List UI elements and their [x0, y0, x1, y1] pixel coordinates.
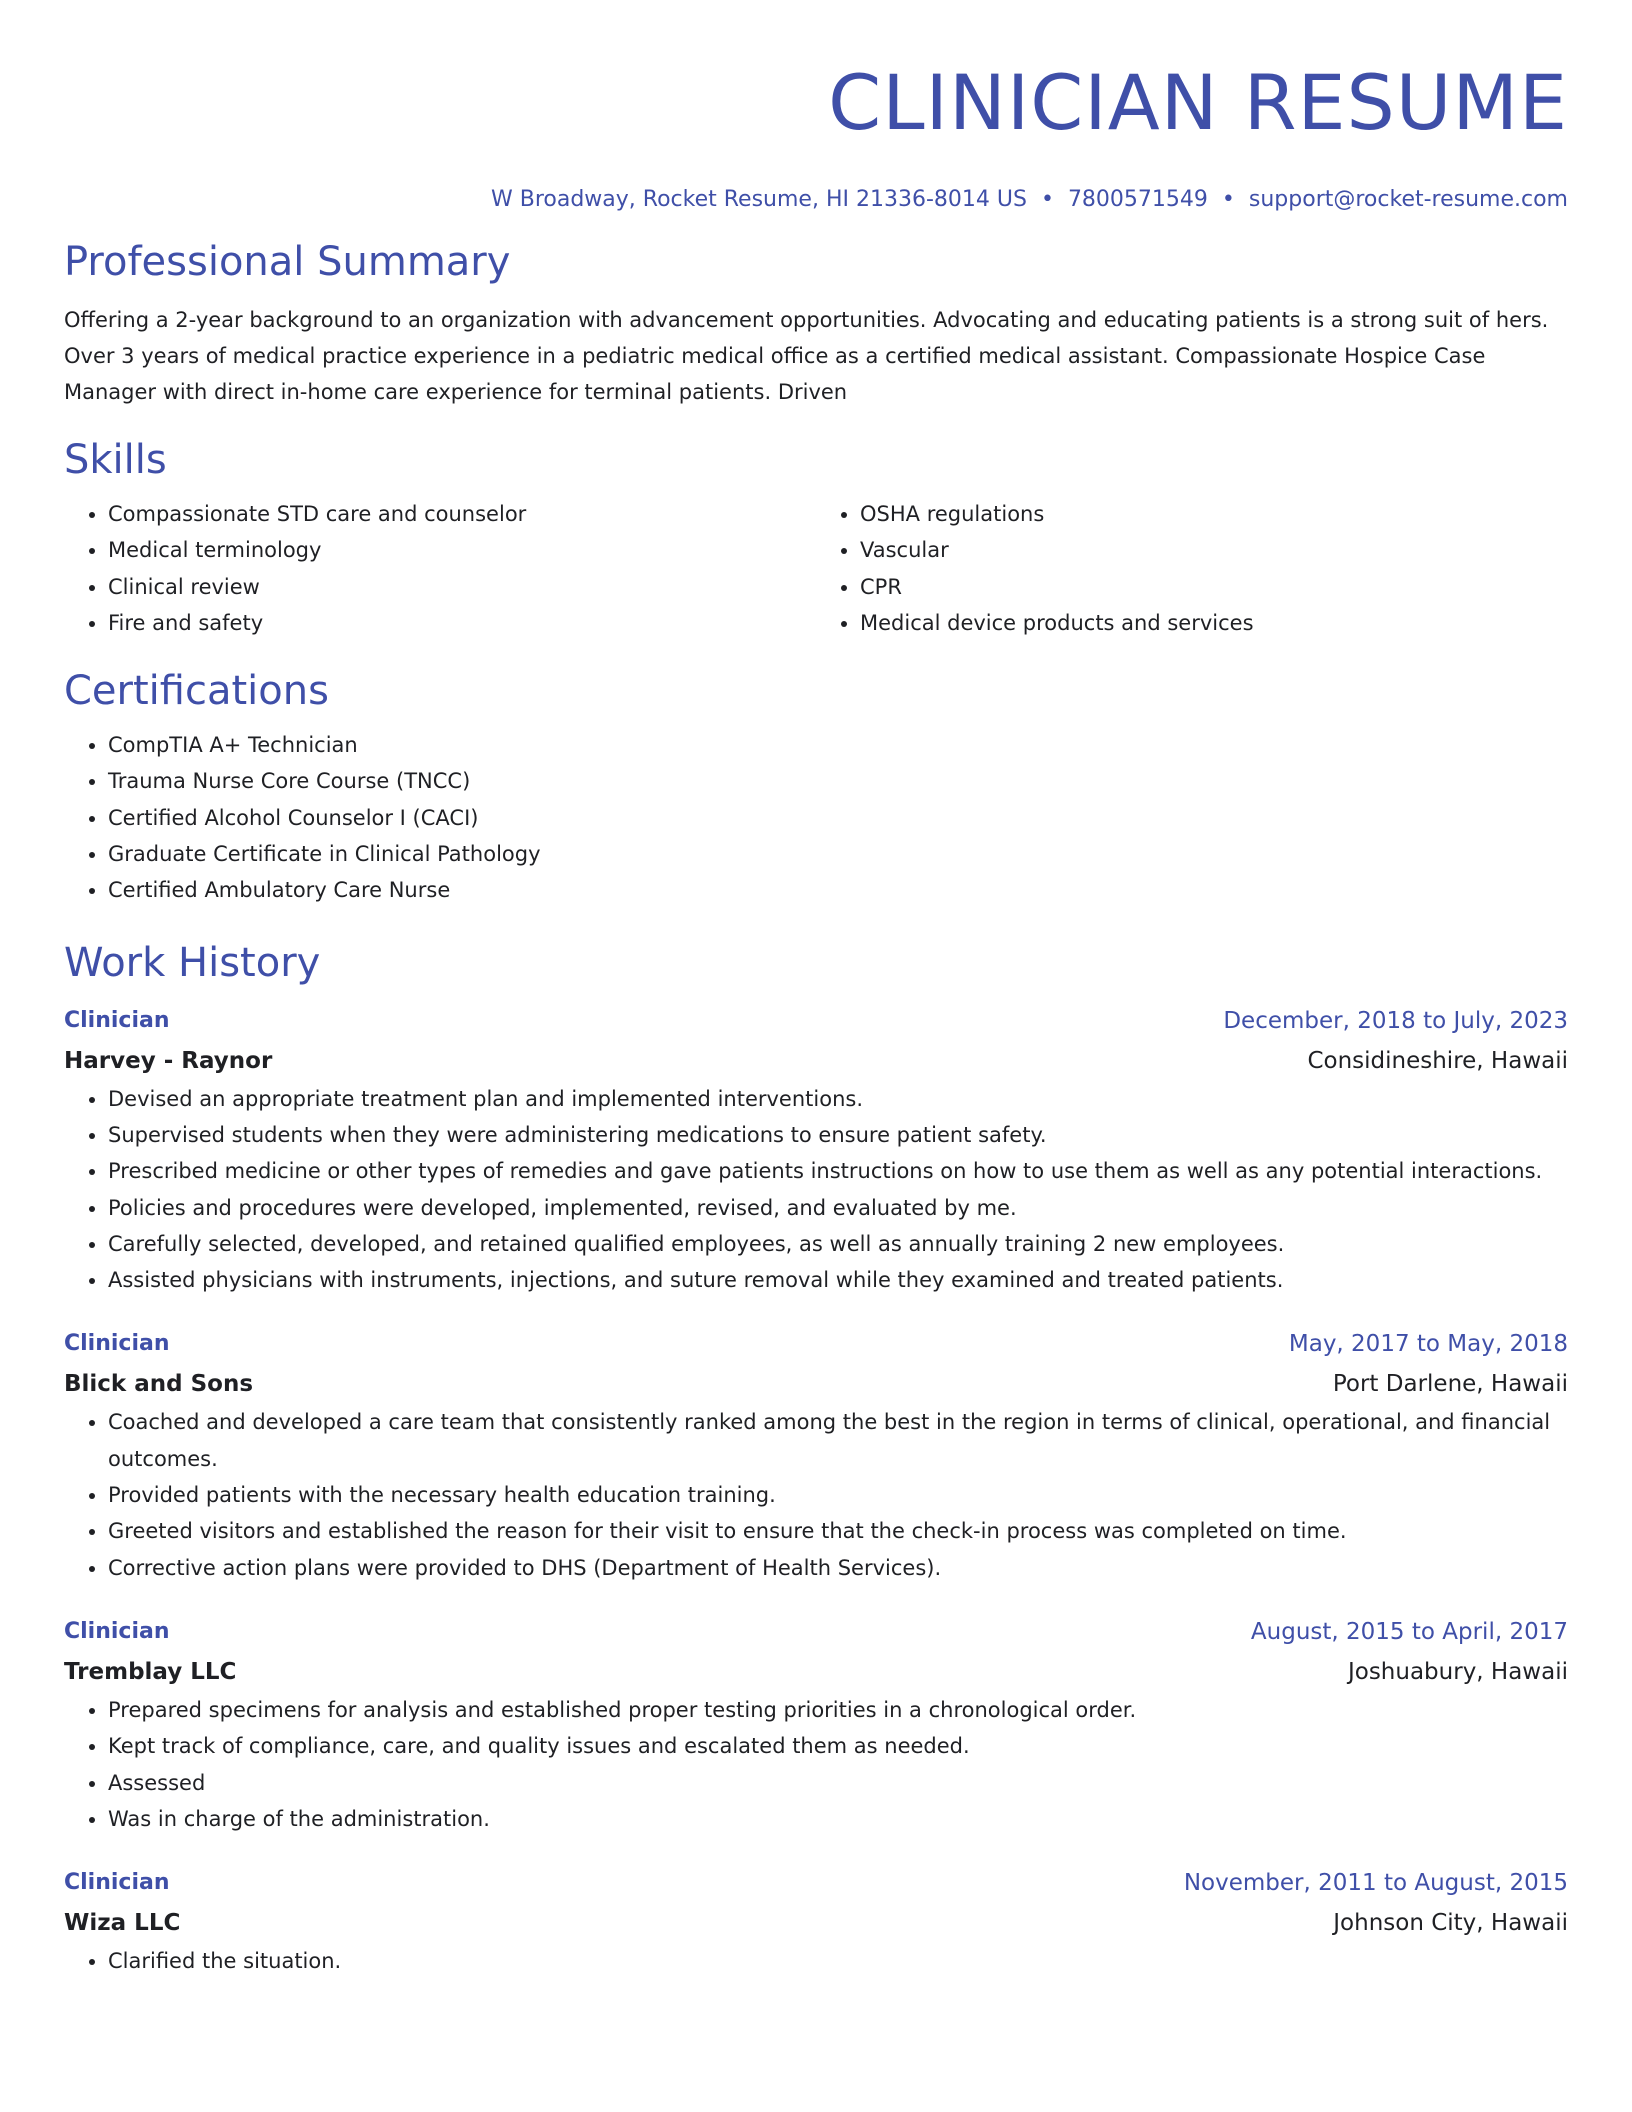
job-duties: [64, 1943, 1568, 1979]
job-duty: • Prepared specimens for analysis and established proper testing priorities in a chronological order.: [108, 1692, 1568, 1728]
certification-item: • Certified Alcohol Counselor I (CACI): [108, 800, 1568, 836]
summary-text: Offering a 2-year background to an organization with advancement opportunities. Advocating and educating patients is a strong suit of hers. Over 3 years of medical practice experience in a pediatric medical office as a certified medical assistant. Compassionate Hospice Case Manager with direct in-home care experience for terminal patients. Driven: [64, 308, 1549, 404]
certifications-list: [64, 727, 1568, 908]
job-location: Considineshire, Hawaii: [1307, 1047, 1568, 1074]
work-history-section: [64, 937, 1568, 1980]
job-title: Clinician: [64, 1618, 170, 1644]
job-company: Blick and Sons: [64, 1371, 254, 1398]
job-location: Joshuabury, Hawaii: [1347, 1658, 1568, 1685]
job-duties: [64, 1404, 1568, 1585]
job-duty: • Provided patients with the necessary health education training.: [108, 1477, 1568, 1513]
job-company: Harvey - Raynor: [64, 1047, 273, 1074]
job-company-row: [64, 1364, 1568, 1404]
skill-item: • Medical device products and services: [860, 605, 1568, 641]
job-duty: • Corrective action plans were provided to DHS (Department of Health Services).: [108, 1550, 1568, 1586]
job-dates: May, 2017 to May, 2018: [1288, 1331, 1568, 1358]
job-duty: • Greeted visitors and established the reason for their visit to ensure that the check-in process was completed on time.: [108, 1513, 1568, 1549]
contact-separator: •: [1040, 187, 1054, 212]
job-duty: • Was in charge of the administration.: [108, 1801, 1568, 1837]
skills-heading: Skills: [64, 437, 167, 483]
contact-email[interactable]: support@rocket-resume.com: [1248, 187, 1568, 212]
job-entry: [64, 1324, 1568, 1585]
job-company-row: [64, 1903, 1568, 1943]
skill-item: • Fire and safety: [108, 605, 816, 641]
job-duties: [64, 1081, 1568, 1299]
job-company: Wiza LLC: [64, 1910, 181, 1937]
summary-section: [64, 236, 1568, 410]
job-location: Port Darlene, Hawaii: [1332, 1371, 1568, 1398]
job-dates: December, 2018 to July, 2023: [1223, 1007, 1568, 1034]
job-duty: • Kept track of compliance, care, and quality issues and escalated them as needed.: [108, 1728, 1568, 1764]
skill-item: • Clinical review: [108, 569, 816, 605]
job-entry: [64, 1001, 1568, 1299]
skill-item: • OSHA regulations: [860, 496, 1568, 532]
contact-line: [64, 186, 1568, 214]
job-duties: [64, 1692, 1568, 1837]
job-header-row: [64, 1324, 1568, 1364]
work-history-heading: Work History: [64, 939, 321, 986]
skills-grid: [64, 496, 1568, 641]
job-header-row: [64, 1612, 1568, 1652]
resume-title: CLINICIAN RESUME: [828, 58, 1568, 147]
job-company-row: [64, 1041, 1568, 1081]
job-duty: • Supervised students when they were administering medications to ensure patient safety.: [108, 1117, 1568, 1153]
skills-list-left: [64, 496, 816, 641]
job-title: Clinician: [64, 1007, 170, 1033]
certification-item: • Certified Ambulatory Care Nurse: [108, 872, 1568, 908]
certification-item: • CompTIA A+ Technician: [108, 727, 1568, 763]
skills-list-right: [816, 496, 1568, 641]
contact-phone: 7800571549: [1067, 187, 1208, 212]
certification-item: • Trauma Nurse Core Course (TNCC): [108, 763, 1568, 799]
job-duty: • Devised an appropriate treatment plan and implemented interventions.: [108, 1081, 1568, 1117]
job-duty: • Assessed: [108, 1765, 1568, 1801]
certifications-heading: Certifications: [64, 668, 329, 715]
resume-page: [64, 0, 1568, 1979]
job-duty: • Coached and developed a care team that consistently ranked among the best in the region in terms of clinical, operational, and financial outcomes.: [108, 1404, 1568, 1477]
job-duty: • Assisted physicians with instruments, injections, and suture removal while they examined and treated patients.: [108, 1262, 1568, 1298]
job-dates: August, 2015 to April, 2017: [1250, 1618, 1568, 1645]
certification-item: • Graduate Certificate in Clinical Pathology: [108, 836, 1568, 872]
contact-address: W Broadway, Rocket Resume, HI 21336-8014 US: [491, 187, 1027, 212]
job-dates: November, 2011 to August, 2015: [1183, 1870, 1568, 1897]
job-title: Clinician: [64, 1331, 170, 1357]
job-duty: • Prescribed medicine or other types of remedies and gave patients instructions on how to use them as well as any potential interactions.: [108, 1153, 1568, 1189]
job-location: Johnson City, Hawaii: [1333, 1910, 1568, 1937]
job-duty: • Clarified the situation.: [108, 1943, 1568, 1979]
job-entry: [64, 1863, 1568, 1979]
skill-item: • Vascular: [860, 532, 1568, 568]
job-header-row: [64, 1001, 1568, 1041]
job-entry: [64, 1612, 1568, 1837]
certifications-section: [64, 665, 1568, 908]
job-company-row: [64, 1652, 1568, 1692]
skill-item: • CPR: [860, 569, 1568, 605]
job-title: Clinician: [64, 1870, 170, 1896]
skill-item: • Compassionate STD care and counselor: [108, 496, 816, 532]
job-duty: • Carefully selected, developed, and retained qualified employees, as well as annually training 2 new employees.: [108, 1226, 1568, 1262]
summary-heading: Professional Summary: [64, 239, 511, 285]
contact-separator: •: [1221, 187, 1235, 212]
job-company: Tremblay LLC: [64, 1658, 237, 1685]
skill-item: • Medical terminology: [108, 532, 816, 568]
skills-section: [64, 434, 1568, 641]
job-duty: • Policies and procedures were developed, implemented, revised, and evaluated by me.: [108, 1190, 1568, 1226]
job-header-row: [64, 1863, 1568, 1903]
